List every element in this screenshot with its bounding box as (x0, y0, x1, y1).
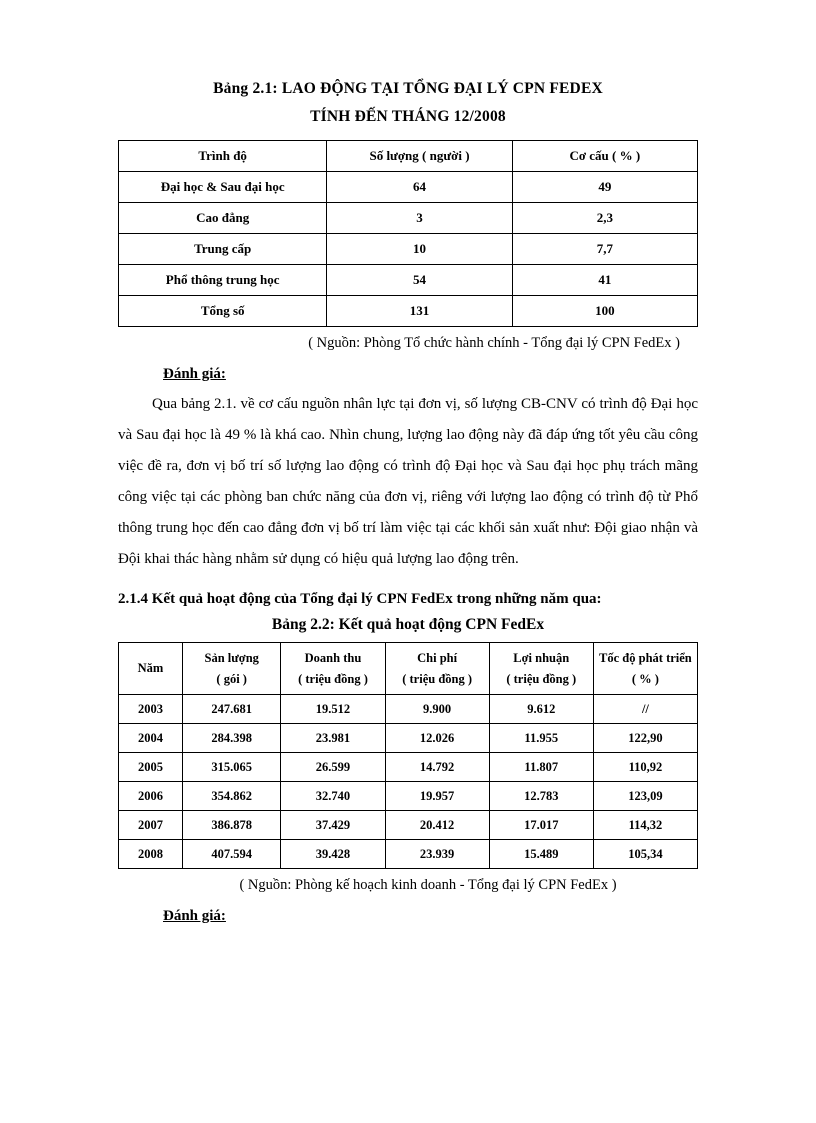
table1-cell: Tổng số (119, 296, 327, 327)
table1-cell: Cao đẳng (119, 203, 327, 234)
labor-table (118, 140, 698, 327)
table1-cell: 2,3 (512, 203, 697, 234)
table2-cell: 110,92 (593, 753, 697, 782)
table2-header-main: Sản lượng (204, 650, 259, 665)
table2-cell: 12.026 (385, 724, 489, 753)
table1-cell: Trung cấp (119, 234, 327, 265)
table2-cell: 284.398 (183, 724, 281, 753)
table2-source: ( Nguồn: Phòng kế hoạch kinh doanh - Tổng đại lý CPN FedEx ) (239, 877, 617, 893)
section-heading-2-1-4: 2.1.4 Kết quả hoạt động của Tổng đại lý CPN FedEx trong những năm qua: (118, 591, 602, 607)
table-row (119, 782, 698, 811)
table2-header-cell (183, 643, 281, 695)
table1-cell: 64 (327, 172, 512, 203)
table2-cell: 19.512 (281, 695, 385, 724)
table2-cell: 11.955 (489, 724, 593, 753)
table1-source: ( Nguồn: Phòng Tổ chức hành chính - Tổng đại lý CPN FedEx ) (308, 335, 680, 351)
table2-cell: 37.429 (281, 811, 385, 840)
table1-cell: 41 (512, 265, 697, 296)
table1-cell: 131 (327, 296, 512, 327)
table-header-row (119, 141, 698, 172)
table1-cell: 7,7 (512, 234, 697, 265)
table2-cell: 123,09 (593, 782, 697, 811)
table2-header-sub: ( gói ) (216, 671, 247, 686)
table2-header-sub: ( % ) (631, 671, 659, 686)
table2-header-sub: ( triệu đồng ) (402, 671, 473, 686)
table-row (119, 811, 698, 840)
table1-title-line2: TÍNH ĐẾN THÁNG 12/2008 (310, 108, 506, 125)
table2-cell: 12.783 (489, 782, 593, 811)
table2-cell: 9.612 (489, 695, 593, 724)
paragraph-analysis: Qua bảng 2.1. về cơ cấu nguồn nhân lực tại đơn vị, số lượng CB-CNV có trình độ Đại học và Sau đại học là 49 % là khá cao. Nhìn chung, lượng lao động này đã đáp ứng tốt yêu cầu công việc đề ra, đơn vị bố trí số lượng lao động có trình độ Đại học và Sau đại học phụ trách mãng công việc tại các phòng ban chức năng của đơn vị, riêng với lượng lao động có trình độ từ Phổ thông trung học đến cao đẳng đơn vị bố trí làm việc tại các khối sản xuất như: Đội giao nhận và Đội khai thác hàng nhằm sử dụng có hiệu quả lượng lao động trên. (118, 396, 698, 567)
table2-cell: 354.862 (183, 782, 281, 811)
table1-cell: 49 (512, 172, 697, 203)
table-row (119, 234, 698, 265)
table2-cell: 26.599 (281, 753, 385, 782)
table2-cell: 407.594 (183, 840, 281, 869)
table1-title-line1: Bảng 2.1: LAO ĐỘNG TẠI TỔNG ĐẠI LÝ CPN FEDEX (213, 80, 603, 97)
table2-header-main: Doanh thu (304, 650, 362, 665)
table2-cell: 2008 (119, 840, 183, 869)
table-row (119, 724, 698, 753)
table2-cell: 2006 (119, 782, 183, 811)
table1-header-cell: Trình độ (119, 141, 327, 172)
table2-cell: 122,90 (593, 724, 697, 753)
table2-cell: 114,32 (593, 811, 697, 840)
table2-cell: 105,34 (593, 840, 697, 869)
table2-cell: 247.681 (183, 695, 281, 724)
table2-header-main: Tốc độ phát triển (599, 650, 692, 665)
page-content (118, 80, 698, 931)
table2-header-main: Chi phí (417, 650, 458, 665)
table-row (119, 840, 698, 869)
table2-cell: 14.792 (385, 753, 489, 782)
table2-header-cell (281, 643, 385, 695)
table2-header-sub: ( triệu đồng ) (506, 671, 577, 686)
table-row (119, 203, 698, 234)
table2-cell: 20.412 (385, 811, 489, 840)
table2-cell: 386.878 (183, 811, 281, 840)
evaluation-heading-2: Đánh giá: (163, 908, 226, 924)
table-row (119, 695, 698, 724)
table2-cell: 32.740 (281, 782, 385, 811)
table1-header-cell: Số lượng ( người ) (327, 141, 512, 172)
table2-cell: 2005 (119, 753, 183, 782)
table-row (119, 265, 698, 296)
table2-cell: 315.065 (183, 753, 281, 782)
table2-header-sub: ( triệu đồng ) (298, 671, 368, 686)
table2-header-main: Lợi nhuận (513, 650, 570, 665)
table1-cell: 10 (327, 234, 512, 265)
table1-cell: 3 (327, 203, 512, 234)
table2-cell: 39.428 (281, 840, 385, 869)
table2-cell: 2004 (119, 724, 183, 753)
table2-cell: 2003 (119, 695, 183, 724)
table2-cell: 9.900 (385, 695, 489, 724)
table2-header-cell (385, 643, 489, 695)
table2-header-cell (593, 643, 697, 695)
table-row (119, 296, 698, 327)
table2-cell: 23.981 (281, 724, 385, 753)
evaluation-heading-1: Đánh giá: (163, 366, 226, 382)
table2-cell: 2007 (119, 811, 183, 840)
table2-cell: 11.807 (489, 753, 593, 782)
table-row (119, 172, 698, 203)
table2-cell: // (593, 695, 697, 724)
table2-title: Bảng 2.2: Kết quả hoạt động CPN FedEx (271, 616, 545, 633)
table1-cell: Đại học & Sau đại học (119, 172, 327, 203)
table2-cell: 17.017 (489, 811, 593, 840)
table2-header-cell (489, 643, 593, 695)
table-row (119, 753, 698, 782)
table2-cell: 15.489 (489, 840, 593, 869)
table1-cell: Phổ thông trung học (119, 265, 327, 296)
table1-cell: 100 (512, 296, 697, 327)
table2-header-cell: Năm (119, 643, 183, 695)
table1-header-cell: Cơ cấu ( % ) (512, 141, 697, 172)
table2-cell: 19.957 (385, 782, 489, 811)
table-header-row (119, 643, 698, 695)
table1-cell: 54 (327, 265, 512, 296)
table2-cell: 23.939 (385, 840, 489, 869)
results-table (118, 642, 698, 869)
